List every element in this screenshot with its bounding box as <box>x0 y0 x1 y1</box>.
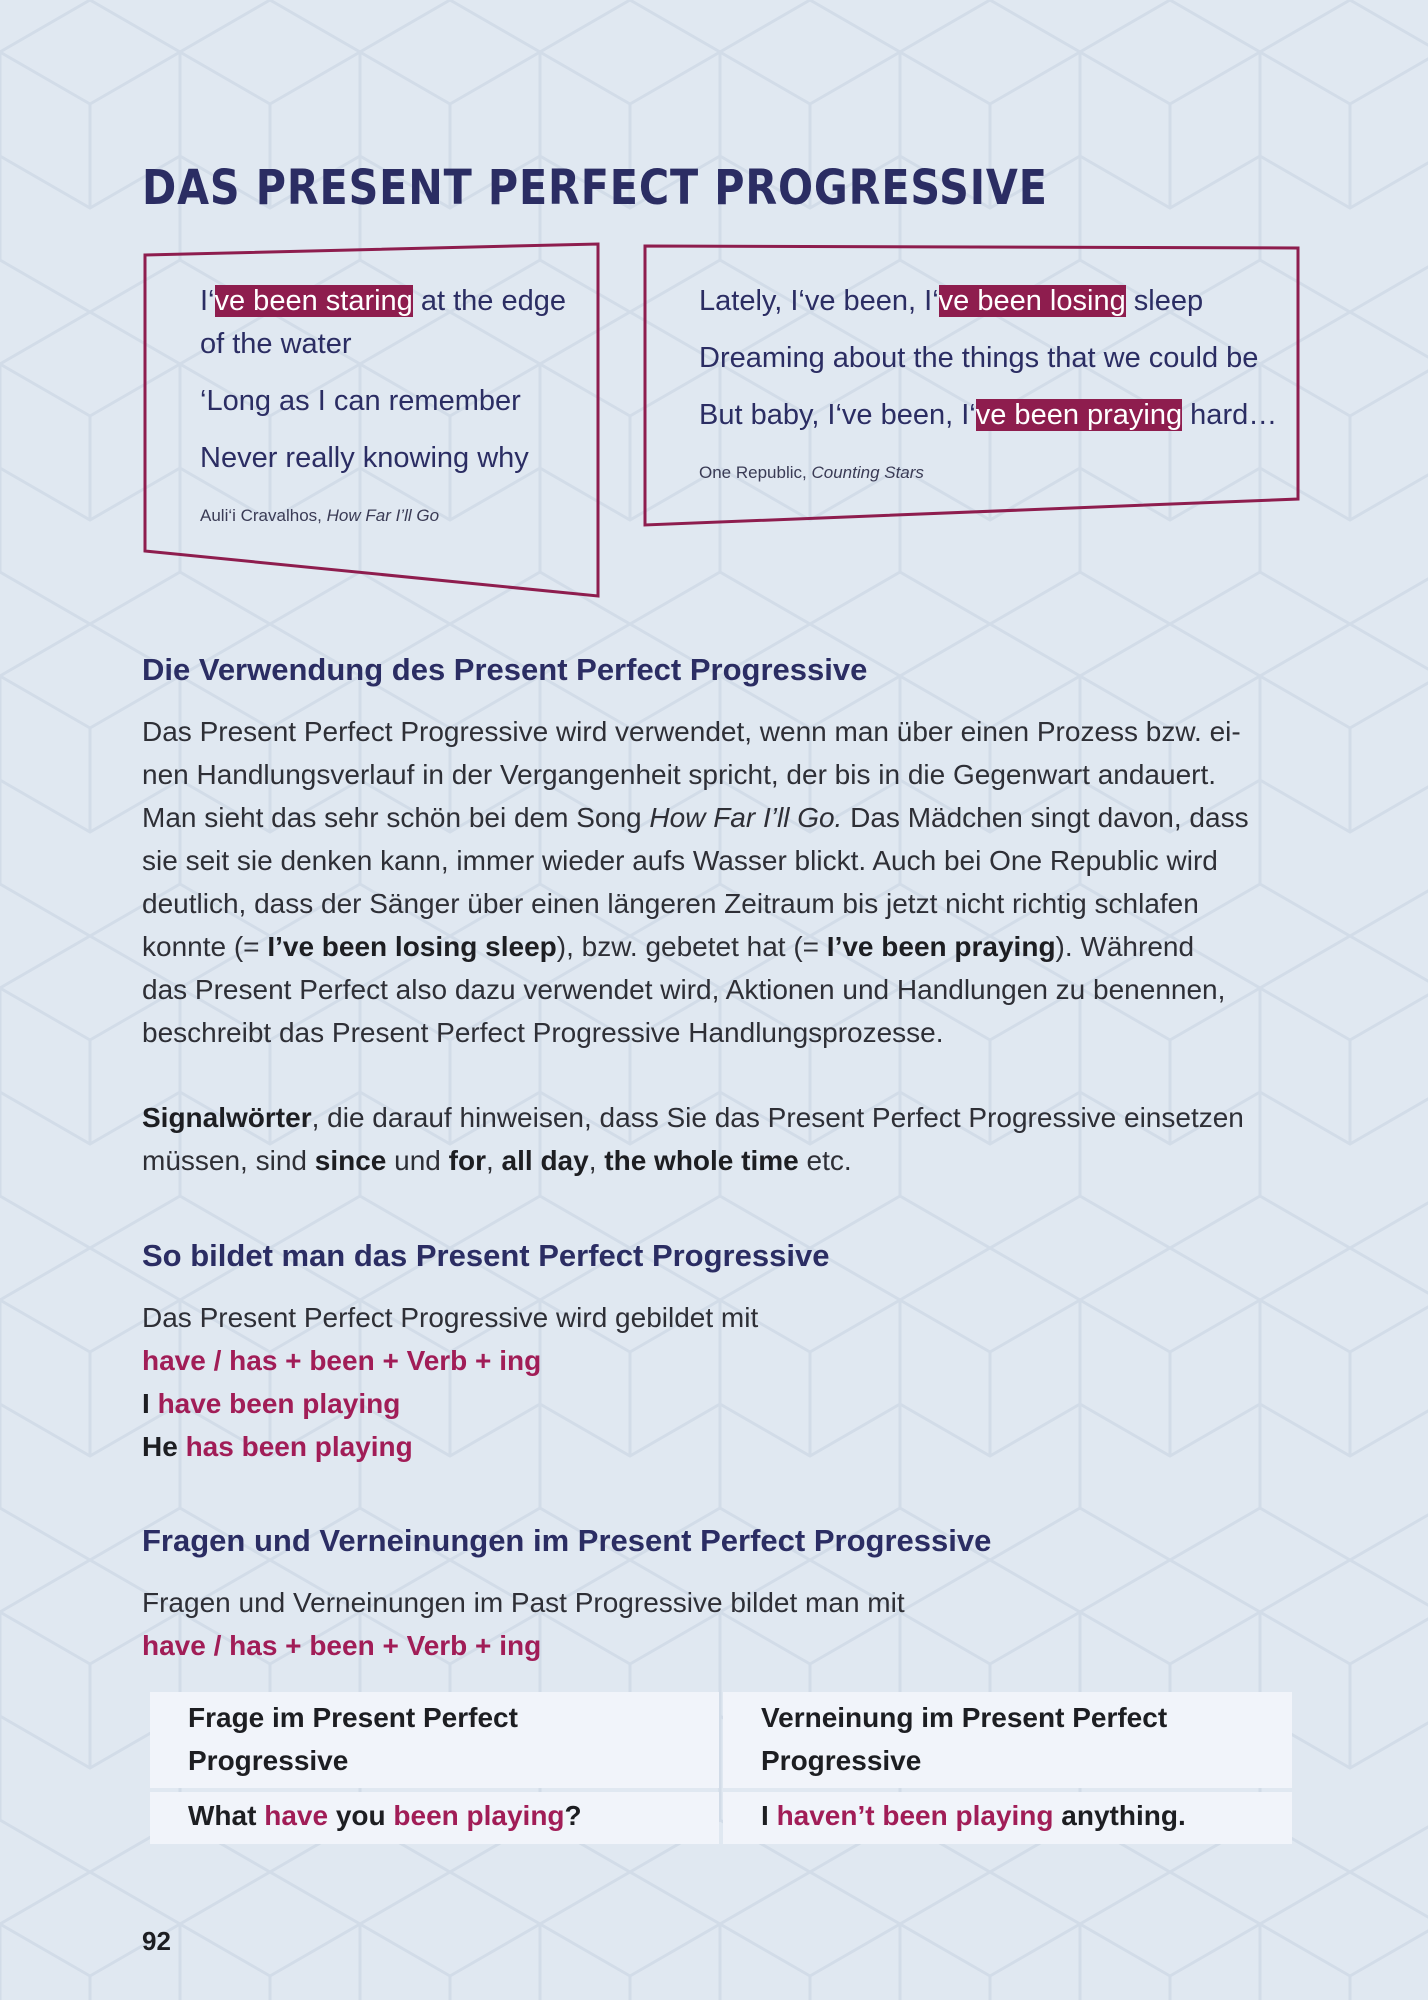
usage-line: das Present Perfect also dazu verwendet wird, Aktionen und Handlungen zu benennen, <box>142 974 1226 1005</box>
quote-left-line-1: I‘ve been staring at the edge of the water <box>200 285 566 360</box>
usage-line: nen Handlungsverlauf in der Vergangenheit spricht, der bis in die Gegenwart andauert. <box>142 759 1217 790</box>
quote-box-left <box>140 240 602 602</box>
table-header-negation: Verneinung im Present Perfect Progressive <box>723 1692 1292 1788</box>
signal-word: the whole time <box>604 1145 799 1176</box>
example-phrase: I’ve been losing sleep <box>267 931 557 962</box>
quote-highlight: ve been losing <box>938 285 1126 317</box>
section-heading-formation: So bildet man das Present Perfect Progressive <box>142 1238 830 1273</box>
usage-line: konnte (= I’ve been losing sleep), bzw. gebetet hat (= I’ve been praying). Während <box>142 931 1195 962</box>
example-sentence: He has been playing <box>142 1431 413 1462</box>
questions-intro: Fragen und Verneinungen im Past Progressive bildet man mit <box>142 1587 905 1618</box>
usage-line: beschreibt das Present Perfect Progressive Handlungsprozesse. <box>142 1017 944 1048</box>
quote-left-line-2: ‘Long as I can remember <box>200 385 521 417</box>
formation-block <box>142 1296 1322 1468</box>
table-cell-question: What have you been playing? <box>150 1792 719 1844</box>
usage-line: deutlich, dass der Sänger über einen längeren Zeitraum bis jetzt nicht richtig schlafen <box>142 888 1199 919</box>
quote-right-line-1: Lately, I‘ve been, I‘ve been losing sleep <box>699 285 1204 317</box>
quote-left-line-3: Never really knowing why <box>200 442 529 474</box>
section-heading-usage: Die Verwendung des Present Perfect Progressive <box>142 652 868 687</box>
signal-words-term: Signalwörter <box>142 1102 312 1133</box>
formation-intro: Das Present Perfect Progressive wird gebildet mit <box>142 1302 759 1333</box>
quote-highlight: ve been staring <box>214 285 413 317</box>
questions-block <box>142 1581 1322 1667</box>
quote-right-line-3: But baby, I‘ve been, I‘ve been praying hard… <box>699 399 1278 431</box>
usage-line: Das Present Perfect Progressive wird verwendet, wenn man über einen Prozess bzw. ei- <box>142 716 1241 747</box>
song-title: How Far I’ll Go. <box>649 802 843 833</box>
usage-line: Man sieht das sehr schön bei dem Song How Far I’ll Go. Das Mädchen singt davon, dass <box>142 802 1249 833</box>
example-phrase: I’ve been praying <box>826 931 1056 962</box>
signal-word: for <box>448 1145 486 1176</box>
quote-right-source: One Republic, Counting Stars <box>699 463 924 482</box>
signal-word: since <box>314 1145 387 1176</box>
table-header-row <box>150 1692 1292 1788</box>
table-row <box>150 1792 1292 1844</box>
signal-words-paragraph: Signalwörter, die darauf hinweisen, dass Sie das Present Perfect Progressive einsetzen müssen, sind since und for, all day, the whole time etc. <box>142 1102 1244 1176</box>
quote-box-right <box>640 240 1302 530</box>
song-title: Counting Stars <box>811 463 924 482</box>
quote-left-source: Auli‘i Cravalhos, How Far I’ll Go <box>200 506 440 525</box>
example-sentence: I have been playing <box>142 1388 401 1419</box>
table-header-question: Frage im Present Perfect Progressive <box>150 1692 719 1788</box>
table-cell-negation: I haven’t been playing anything. <box>723 1792 1292 1844</box>
signal-word: all day <box>501 1145 589 1176</box>
quote-right-line-2: Dreaming about the things that we could be <box>699 342 1259 374</box>
usage-paragraph <box>142 710 1322 1054</box>
usage-line: sie seit sie denken kann, immer wieder aufs Wasser blickt. Auch bei One Republic wird <box>142 845 1218 876</box>
page-number: 92 <box>142 1926 171 1956</box>
question-negation-table <box>146 1688 1296 1848</box>
page-title: DAS PRESENT PERFECT PROGRESSIVE <box>142 160 1048 216</box>
song-title: How Far I’ll Go <box>326 506 440 525</box>
formula: have / has + been + Verb + ing <box>142 1630 542 1661</box>
quote-highlight: ve been praying <box>975 399 1183 431</box>
formula: have / has + been + Verb + ing <box>142 1345 542 1376</box>
section-heading-questions: Fragen und Verneinungen im Present Perfect Progressive <box>142 1523 992 1558</box>
